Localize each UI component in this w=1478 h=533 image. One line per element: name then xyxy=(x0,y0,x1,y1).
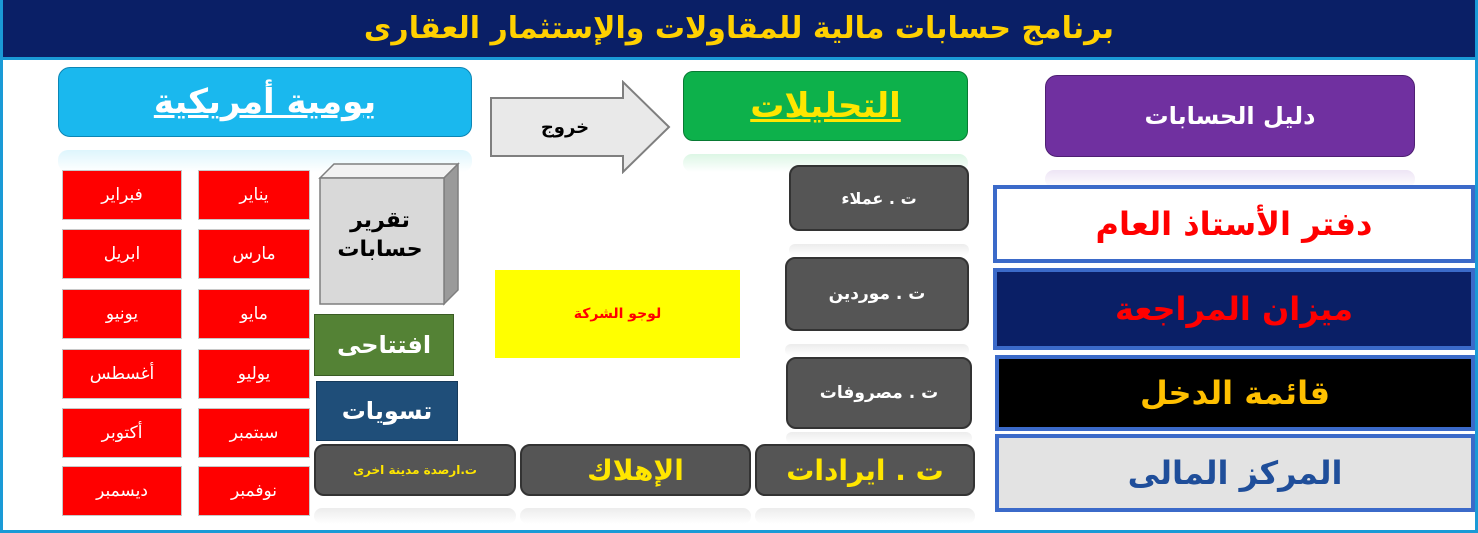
expenses-button[interactable]: ت . مصروفات xyxy=(786,357,972,429)
general-ledger-button[interactable]: دفتر الأستاذ العام xyxy=(993,185,1475,263)
month-sep[interactable]: سبتمبر xyxy=(198,408,310,458)
exit-label: خروج xyxy=(540,116,590,138)
other-balances-reflection xyxy=(314,508,516,524)
company-logo: لوجو الشركة xyxy=(495,270,740,358)
opening-button[interactable]: افتتاحى xyxy=(314,314,454,376)
analytics-label: التحليلات xyxy=(750,86,901,126)
revenues-reflection xyxy=(755,508,975,524)
journal-button[interactable] xyxy=(58,67,472,137)
month-apr[interactable]: ابريل xyxy=(62,229,182,279)
depreciation-reflection xyxy=(520,508,751,524)
month-aug[interactable]: أغسطس xyxy=(62,349,182,399)
income-statement-button[interactable]: قائمة الدخل xyxy=(995,355,1475,431)
suppliers-button[interactable]: ت . موردين xyxy=(785,257,969,331)
app-title: برنامج حسابات مالية للمقاولات والإستثمار العقارى xyxy=(3,0,1475,60)
expenses-reflection xyxy=(786,432,972,444)
chart-of-accounts-label: دليل الحسابات xyxy=(1144,102,1316,130)
customers-reflection xyxy=(789,244,969,256)
suppliers-reflection xyxy=(785,344,969,356)
analytics-button[interactable] xyxy=(683,71,968,141)
month-may[interactable]: مايو xyxy=(198,289,310,339)
month-jul[interactable]: يوليو xyxy=(198,349,310,399)
month-jun[interactable]: يونيو xyxy=(62,289,182,339)
trial-balance-button[interactable]: ميزان المراجعة xyxy=(993,268,1475,350)
month-mar[interactable]: مارس xyxy=(198,229,310,279)
month-feb[interactable]: فبراير xyxy=(62,170,182,220)
month-oct[interactable]: أكتوبر xyxy=(62,408,182,458)
journal-label: يومية أمريكية xyxy=(153,82,377,122)
other-balances-button[interactable]: ت.ارصدة مدينة اخرى xyxy=(314,444,516,496)
customers-button[interactable]: ت . عملاء xyxy=(789,165,969,231)
month-nov[interactable]: نوفمبر xyxy=(198,466,310,516)
accounts-report-label: تقرير حسابات xyxy=(337,208,423,262)
financial-position-button[interactable]: المركز المالى xyxy=(995,434,1475,512)
chart-of-accounts-button[interactable] xyxy=(1045,75,1415,157)
depreciation-button[interactable]: الإهلاك xyxy=(520,444,751,496)
month-jan[interactable]: يناير xyxy=(198,170,310,220)
settlements-button[interactable]: تسويات xyxy=(316,381,458,441)
revenues-button[interactable]: ت . ايرادات xyxy=(755,444,975,496)
month-dec[interactable]: ديسمبر xyxy=(62,466,182,516)
